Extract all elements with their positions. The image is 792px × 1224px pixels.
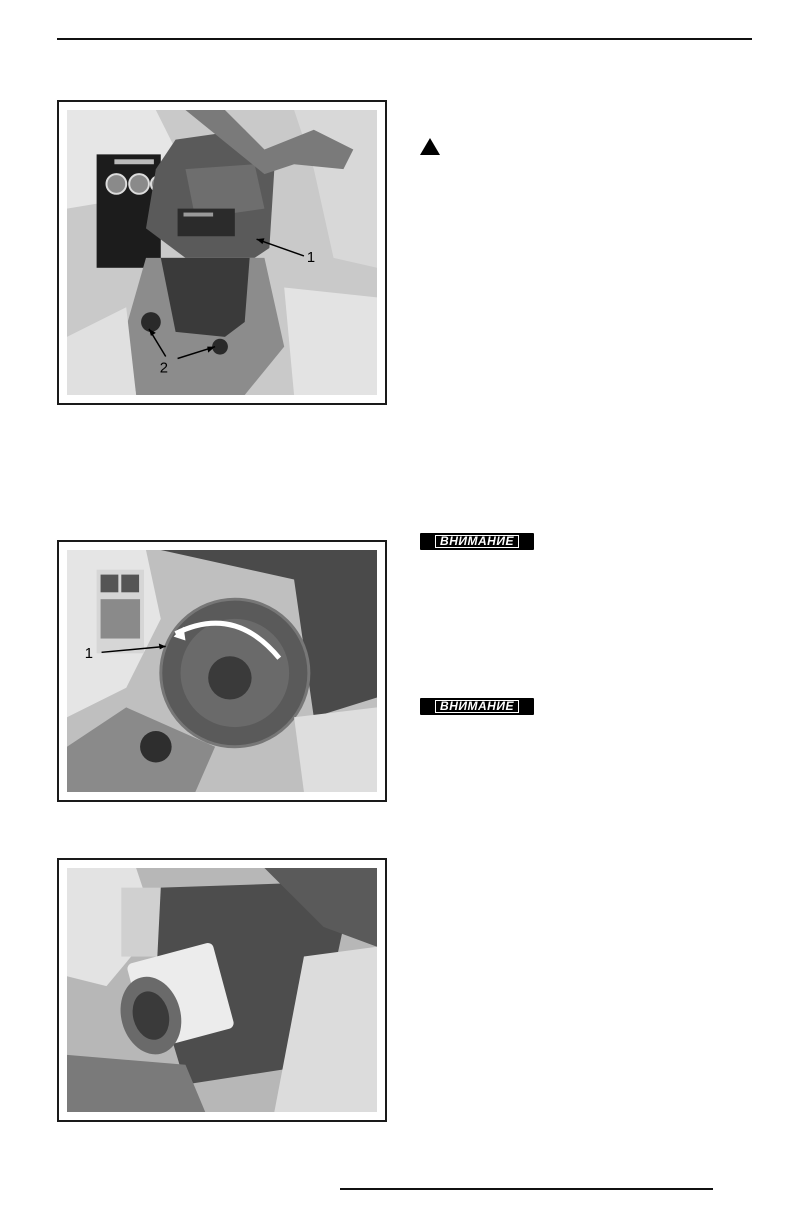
caution-badge-label: ВНИМАНИЕ	[435, 700, 519, 713]
photo-airbox-cover	[67, 550, 377, 792]
caution-badge	[420, 698, 534, 715]
console-photo-graphic	[67, 110, 377, 395]
photo-console-cover	[67, 110, 377, 395]
warning-triangle-icon	[420, 138, 440, 155]
callout-1: 1	[84, 646, 94, 663]
caution-badge-label: ВНИМАНИЕ	[435, 535, 519, 548]
figure-airbox-cover	[57, 540, 387, 802]
airbox-photo-graphic	[67, 550, 377, 792]
footer-rule	[340, 1188, 713, 1190]
figure-air-filter	[57, 858, 387, 1122]
caution-badge	[420, 533, 534, 550]
air-filter-photo-graphic	[67, 868, 377, 1112]
figure-console-cover	[57, 100, 387, 405]
photo-air-filter	[67, 868, 377, 1112]
callout-2: 2	[159, 360, 169, 377]
header-rule	[57, 38, 752, 40]
callout-1: 1	[306, 249, 316, 266]
